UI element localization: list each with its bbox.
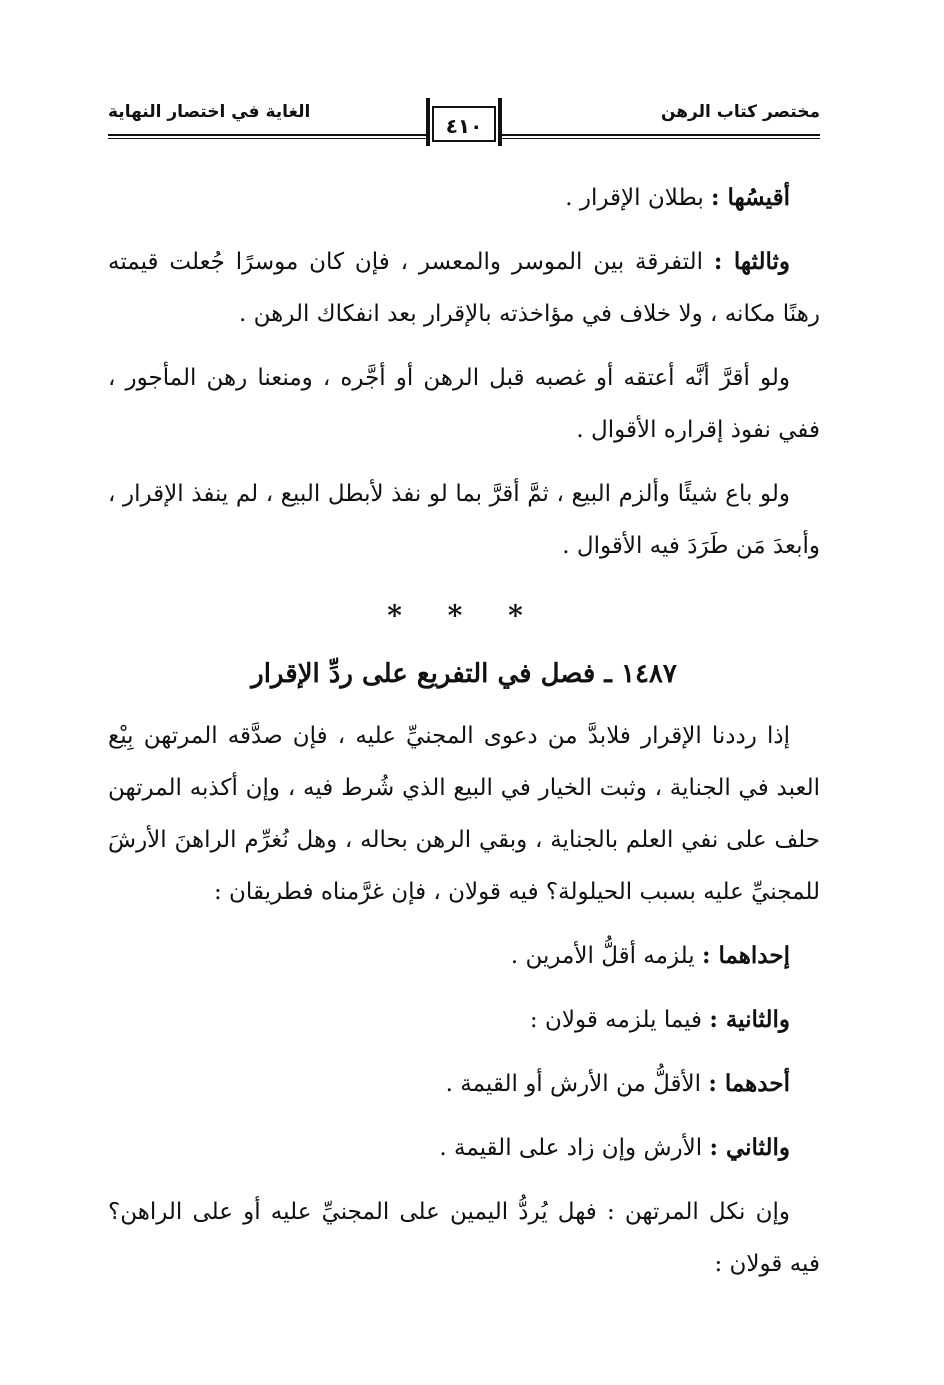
header-book-title: الغاية في اختصار النهاية xyxy=(108,102,311,122)
paragraph-text: التفرقة بين الموسر والمعسر ، فإن كان موسرًا جُعلت قيمته رهنًا مكانه ، ولا خلاف في مؤاخذته بالإقرار بعد انفكاك الرهن . xyxy=(108,249,820,327)
paragraph-10 xyxy=(108,1186,820,1290)
paragraph-1 xyxy=(108,172,820,224)
paragraph-7 xyxy=(108,994,820,1046)
paragraph-3 xyxy=(108,352,820,456)
paragraph-text: ولو باع شيئًا وألزم البيع ، ثمَّ أقرَّ بما لو نفذ لأبطل البيع ، لم ينفذ الإقرار ، وأبعدَ مَن طَرَدَ فيه الأقوال . xyxy=(108,481,820,559)
paragraph-lead: أقيسُها : xyxy=(711,184,790,211)
paragraph-4 xyxy=(108,468,820,572)
paragraph-9 xyxy=(108,1122,820,1174)
paragraph-5 xyxy=(108,710,820,918)
paragraph-text: الأقلُّ من الأرش أو القيمة . xyxy=(445,1071,709,1097)
page-number-box xyxy=(426,92,502,146)
paragraph-lead: والثانية : xyxy=(709,1006,790,1033)
section-title: ١٤٨٧ ـ فصل في التفريع على ردِّ الإقرار xyxy=(251,659,677,689)
page-body xyxy=(108,172,820,1302)
paragraph-text: إذا رددنا الإقرار فلابدَّ من دعوى المجنيِّ عليه ، فإن صدَّقه المرتهن بِيْع العبد في الجناية ، وثبت الخيار في البيع الذي شُرط فيه ، وإن أكذبه المرتهن حلف على نفي العلم بالجناية ، وبقي الرهن بحاله ، وهل نُغرِّم الراهنَ الأرشَ للمجنيِّ عليه بسبب الحيلولة؟ فيه قولان ، فإن غرَّمناه فطريقان : xyxy=(108,723,820,905)
page-number: ٤١٠ xyxy=(445,114,483,138)
paragraph-lead: إحداهما : xyxy=(701,942,790,969)
paragraph-text: وإن نكل المرتهن : فهل يُردُّ اليمين على المجنيِّ عليه أو على الراهن؟ فيه قولان : xyxy=(108,1199,820,1277)
paragraph-8 xyxy=(108,1058,820,1110)
paragraph-text: ولو أقرَّ أنَّه أعتقه أو غصبه قبل الرهن أو أجَّره ، ومنعنا رهن المأجور ، ففي نفوذ إقراره الأقوال . xyxy=(108,365,820,443)
paragraph-text: فيما يلزمه قولان : xyxy=(529,1007,710,1033)
paragraph-lead: أحدهما : xyxy=(708,1070,790,1097)
page-header xyxy=(108,92,820,150)
paragraph-lead: وثالثها : xyxy=(713,248,791,275)
paragraph-lead: والثاني : xyxy=(709,1134,790,1161)
paragraph-text: الأرش وإن زاد على القيمة . xyxy=(439,1135,710,1161)
paragraph-text: يلزمه أقلُّ الأمرين . xyxy=(510,943,702,969)
paragraph-2 xyxy=(108,236,820,340)
section-separator: * * * xyxy=(387,599,541,632)
paragraph-6 xyxy=(108,930,820,982)
header-chapter-title: مختصر كتاب الرهن xyxy=(660,102,820,122)
paragraph-text: بطلان الإقرار . xyxy=(565,185,712,211)
